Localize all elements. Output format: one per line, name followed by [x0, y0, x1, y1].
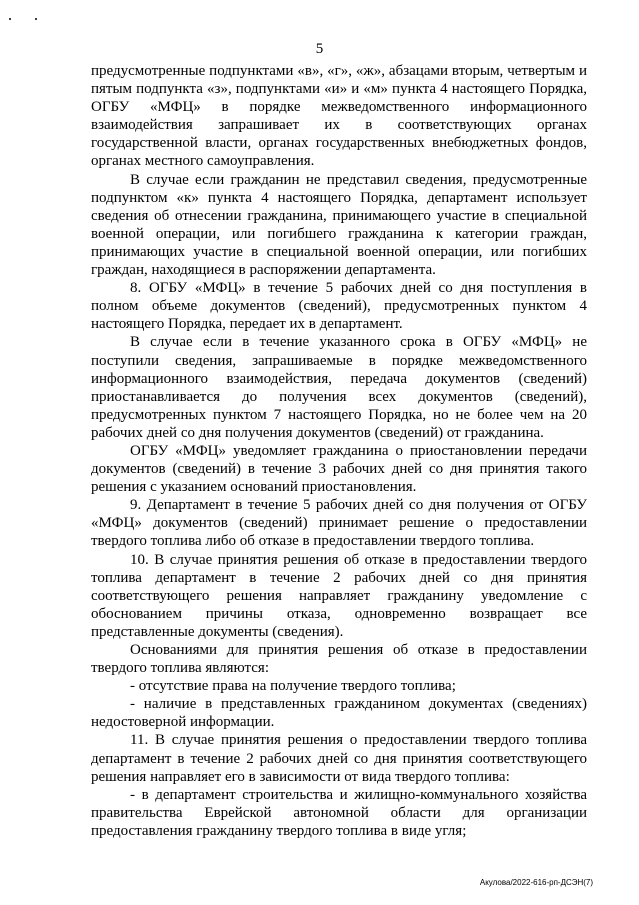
paragraph: 8. ОГБУ «МФЦ» в течение 5 рабочих дней со дня поступления в полном объеме документов (сведений), предусмотренных пунктом 4 настоящего Порядка, передает их в департамент. — [91, 280, 587, 333]
document-reference-code: Акулова/2022-616-рп-ДСЭН(7) — [479, 878, 593, 887]
paragraph: 10. В случае принятия решения об отказе в предоставлении твердого топлива департамент в течение 2 рабочих дней со дня принятия соответствующего решения направляет гражданину уведомление с обоснованием причины отказа, одновременно возвращает все представленные документы (сведения). — [91, 551, 587, 640]
paragraph: Основаниями для принятия решения об отказе в предоставлении твердого топлива являются: — [91, 642, 587, 677]
page-number: 5 — [315, 41, 324, 57]
paragraph: 9. Департамент в течение 5 рабочих дней со дня получения от ОГБУ «МФЦ» документов (сведений) принимает решение о предоставлении твердого топлива либо об отказе в предоставлении твердого топлива. — [91, 497, 587, 550]
scan-artifact-dot — [9, 18, 11, 20]
list-item: - наличие в представленных гражданином документах (сведениях) недостоверной информации. — [91, 696, 587, 731]
list-item: - в департамент строительства и жилищно-коммунального хозяйства правительства Еврейской автономной области для организации предоставления гражданину твердого топлива в виде угля; — [91, 786, 587, 839]
scan-artifact-dot — [35, 18, 37, 20]
list-item: - отсутствие права на получение твердого топлива; — [130, 678, 456, 695]
paragraph: ОГБУ «МФЦ» уведомляет гражданина о приостановлении передачи документов (сведений) в течение 3 рабочих дней со дня принятия такого решения с указанием оснований приостановления. — [91, 442, 587, 496]
document-body — [91, 62, 587, 840]
paragraph: В случае если гражданин не представил сведения, предусмотренные подпунктом «к» пункта 4 настоящего Порядка, департамент использует сведения об отнесении гражданина, принимающего участие в специальной военной операции, или погибшего гражданина к категории граждан, принимающих участие в специальной военной операции, или погибших граждан, находящиеся в распоряжении департамента. — [91, 171, 587, 279]
paragraph: предусмотренные подпунктами «в», «г», «ж», абзацами вторым, четвертым и пятым подпункта «з», подпунктами «и» и «м» пункта 4 настоящего Порядка, ОГБУ «МФЦ» в порядке межведомственного информационного взаимодействия запрашивает их в соответствующих органах государственной власти, органах государственных внебюджетных фондов, органах местного самоуправления. — [91, 63, 587, 170]
paragraph: 11. В случае принятия решения о предоставлении твердого топлива департамент в течение 2 рабочих дней со дня принятия соответствующего решения направляет его в зависимости от вида твердого топлива: — [91, 732, 587, 785]
paragraph: В случае если в течение указанного срока в ОГБУ «МФЦ» не поступили сведения, запрашиваемые в порядке межведомственного информационного взаимодействия, передача документов (сведений) приостанавливается до получения всех документов (сведений), предусмотренных пунктом 7 настоящего Порядка, но не более чем на 20 рабочих дней со дня получения документов (сведений) от гражданина. — [91, 334, 587, 441]
